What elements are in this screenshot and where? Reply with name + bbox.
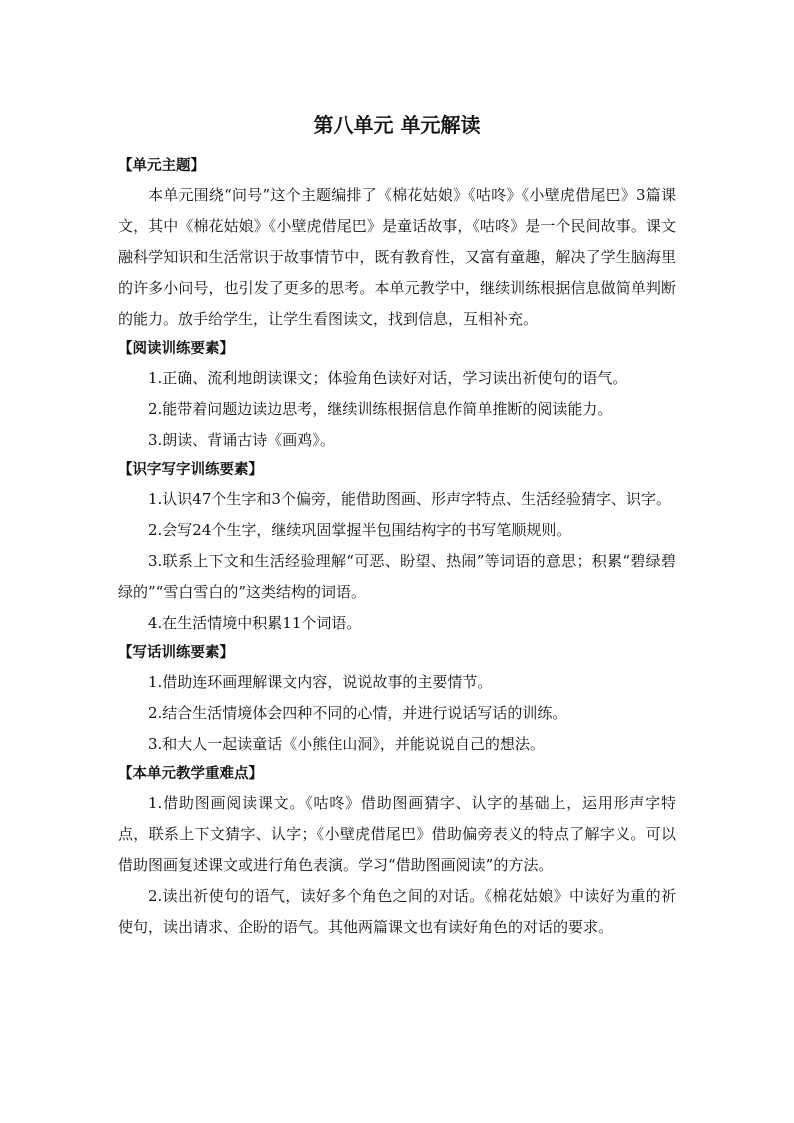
list-item: 3.朗读、背诵古诗《画鸡》。 <box>148 431 335 449</box>
section-key-difficulties <box>118 760 676 943</box>
section-heading: 【识字写字训练要素】 <box>118 462 263 478</box>
list-item: 4.在生活情境中积累11个词语。 <box>148 614 362 632</box>
list-item: 1.认识47个生字和3个偏旁，能借助图画、形声字特点、生活经验猜字、识字。 <box>148 490 671 508</box>
section-heading: 【本单元教学重难点】 <box>118 766 263 782</box>
section-reading-elements <box>118 335 676 456</box>
list-item: 3.和大人一起读童话《小熊住山洞》，并能说说自己的想法。 <box>148 735 545 753</box>
list-item: 1.借助图画阅读课文。《咕咚》借助图画猜字、认字的基础上，运用形声字特点，联系上下文猜字、认字；《小壁虎借尾巴》借助偏旁表义的特点了解字义。可以借助图画复述课文或进行角色表演。学习“借助图画阅读”的方法。 <box>118 794 676 874</box>
list-item: 2.读出祈使句的语气，读好多个角色之间的对话。《棉花姑娘》中读好为重的祈使句，读出请求、企盼的语气。其他两篇课文也有读好角色的对话的要求。 <box>118 887 676 936</box>
section-heading: 【阅读训练要素】 <box>118 341 234 357</box>
list-item: 3.联系上下文和生活经验理解“可恶、盼望、热闹”等词语的意思；积累“碧绿碧绿的”“雪白雪白的”这类结构的词语。 <box>118 552 676 601</box>
list-item: 2.结合生活情境体会四种不同的心情，并进行说话写话的训练。 <box>148 704 568 722</box>
section-literacy-elements <box>118 456 676 639</box>
list-item: 2.能带着问题边读边思考，继续训练根据信息作简单推断的阅读能力。 <box>148 400 613 418</box>
list-item: 2.会写24个生字，继续巩固掌握半包围结构字的书写笔顺规则。 <box>148 521 572 539</box>
section-paragraph: 本单元围绕“问号”这个主题编排了《棉花姑娘》《咕咚》《小壁虎借尾巴》3篇课文，其中《棉花姑娘》《小壁虎借尾巴》是童话故事，《咕咚》是一个民间故事。课文融科学知识和生活常识于故事情节中，既有教育性，又富有童趣，解决了学生脑海里的许多小问号，也引发了更多的思考。本单元教学中，继续训练根据信息做简单判断的能力。放手给学生，让学生看图读文，找到信息，互相补充。 <box>118 186 676 328</box>
section-writing-elements <box>118 639 676 760</box>
list-item: 1.借助连环画理解课文内容，说说故事的主要情节。 <box>148 673 493 691</box>
section-heading: 【写话训练要素】 <box>118 645 234 661</box>
list-item: 1.正确、流利地朗读课文；体验角色读好对话，学习读出祈使句的语气。 <box>148 369 628 387</box>
page-title: 第八单元 单元解读 <box>313 113 481 137</box>
section-unit-theme <box>118 152 676 335</box>
section-heading: 【单元主题】 <box>118 158 205 174</box>
